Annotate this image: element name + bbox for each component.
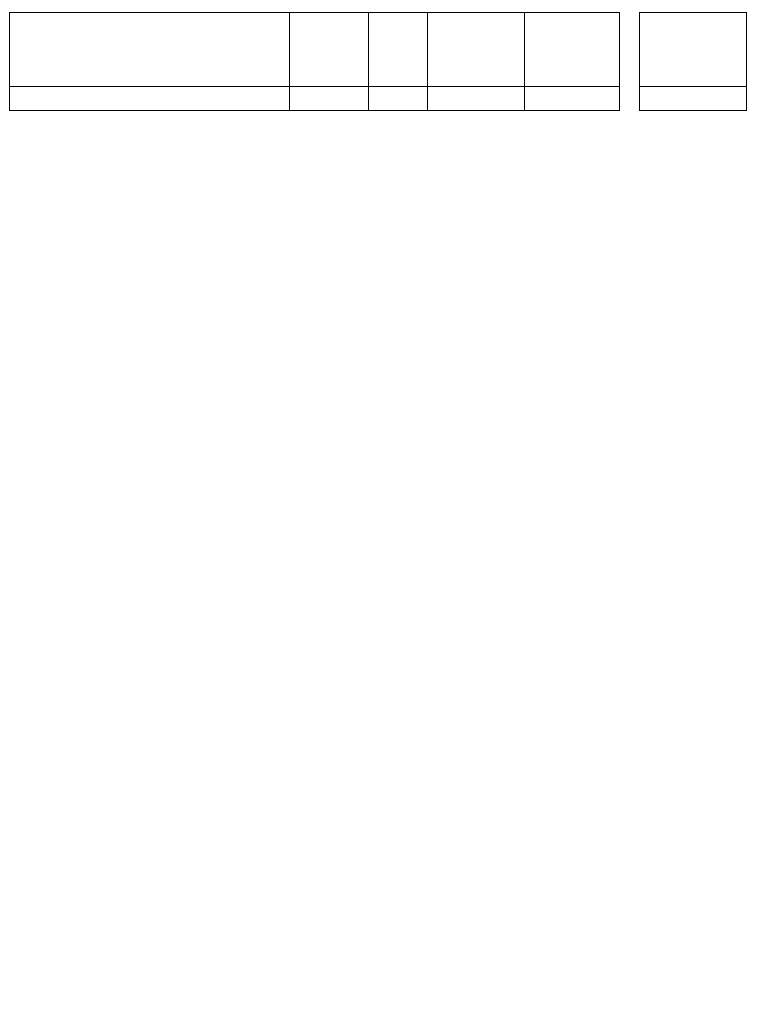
- header-price-2: [524, 12, 620, 87]
- header-price-1: [427, 12, 524, 87]
- header-unit: [289, 12, 368, 87]
- header-product: [9, 12, 289, 87]
- date-1: [427, 86, 524, 111]
- date-2: [524, 86, 620, 111]
- header-qty: [368, 12, 427, 87]
- header-change: [639, 12, 747, 87]
